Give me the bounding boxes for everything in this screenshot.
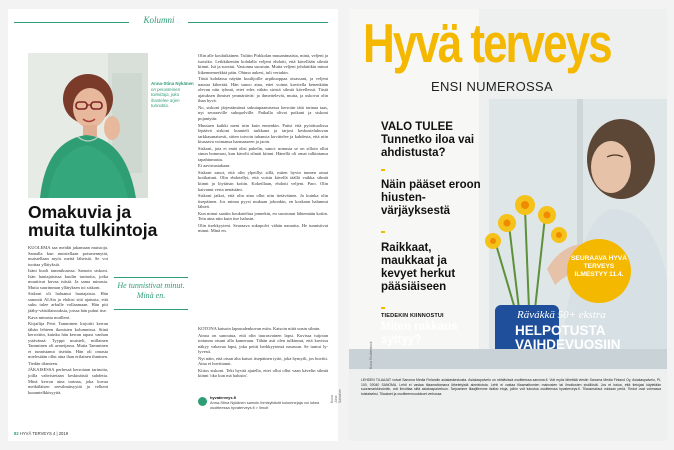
section-label: Kolumni	[143, 15, 175, 25]
pull-quote: He tunnistivat minut. Minä en.	[117, 281, 185, 300]
article-title	[28, 203, 188, 239]
teaser-kicker: VALO TULEE	[381, 121, 453, 133]
footer-issue: 4 | 2019	[52, 431, 69, 436]
teaser-3	[381, 242, 473, 294]
section-rule-left	[14, 22, 129, 23]
paragraph: Ei aavistustakaan.	[198, 163, 231, 169]
paragraph: KOTONA katsoin lapsuudenkuvan esiin. Katsoin niitä uusin silmin.	[198, 326, 321, 331]
cover-page	[349, 9, 667, 441]
subscriber-info: LEHDEN TILAAJAT voivat Sanoma Media Finlandin asiakaskeskusta. Asiakaspalvelu on nähtävissä osoitteessa sanoma.fi. Voit myös lähettää viestin Sanoma Media Finland Oy, Asiakaspalvelu, PL 100, 00040 SANOMA. Lehti ei vastaa tilaamattomana lähetetyistä aineistoista. Lehti ei vastaa tilaamattomien mainosten tai ilmoitusten sisällöstä. Jos et halua, että tietojasi käytetään suoramarkkinointiin, voit ilmoittaa siitä asiakaspalveluun. Tarjoamme tilaajillemme lisäksi etuja, joihin voit tutustua osoitteessa hyvaterveys.fi. Tilausmaksut voidaan periä. Tiedot ovat voimassa toistaiseksi. Tilaukset ja osoitteenmuutokset verkossa.	[361, 378, 661, 396]
reader-prompt	[210, 395, 328, 410]
paragraph: KUOLEMA saa meidät jakamaan muistoja. Samalla kun muistellaan poismennyttä, muistellaan myös meitä läheisiä. Se voi tuottaa yllätyksiä.	[28, 245, 108, 267]
pull-quote-rule-bottom	[114, 309, 188, 310]
reader-prompt-handle[interactable]: hyvaterveys.fi	[210, 395, 236, 400]
teaser-divider	[381, 307, 385, 309]
teaser-1	[381, 121, 485, 160]
next-issue-badge: SEURAAVA HYVÄ TERVEYS ILMESTYY 11.4.	[567, 239, 631, 303]
teaser-divider	[381, 231, 385, 233]
paragraph: Kiitos siskoni. Teki hyvää ajatella, ettei ollut ollut vaan kävelin silmät kiinni 'oko kun mä halusin'.	[198, 367, 328, 379]
portrait-illustration	[28, 53, 148, 198]
paragraph: Olin itsekkyyteni. Seuraava sukupolvi vähän nauratta. He tunnistivat minut. Minä en.	[198, 222, 328, 234]
magazine-logo: Hyvä terveys	[363, 13, 611, 75]
paragraph: Olin alle kouluikäinen. Tulitin Pirkkolan muuanimaista, minä, veljeni ja isoisiko. Leikkikentän kohdalla veljeni ehdotti, että kävellään silmät kiinni. Isä ja suostui. Vastonna suostuin. Mutta veljeni johdattikin minut liikennemerkkiä päin. Ohimo aukesi, tuli vertakin.	[198, 53, 328, 75]
paragraph: Kava minusta muilleni.	[28, 314, 71, 320]
teaser-title: Miten rakkaus syttyy?	[381, 321, 458, 346]
paragraph: Siskoni sanoi, että olin ylpeillyt sillä, miten hyvin tunnen omat kotikatuni. Olin ehdotellyt, että voisin kävellä täällä vaikka silmät kiinni ja löytäisin kotiin. Kokeillaan, ehdotti veljeni. Paro. Olin kaivanut verta nenästäni.	[198, 169, 328, 192]
author-role: on perusteinen toimittaja, joka ihastelee arjen tunnuttia.	[151, 86, 181, 109]
teaser-4	[381, 313, 481, 347]
comment-icon	[198, 397, 207, 406]
bottom-kicker: Rävákkä 50+ ekstra	[517, 309, 606, 321]
teaser-2	[381, 179, 481, 218]
paragraph: JÄKAISESSA perhessä kerrotaan tarinoita, joilla vahvistetaan keskinäistä suhdetta. Minä kerron aina tarinaa, joka kuvaa meikäläisen seesilmäisyyttä ja velkeni kuuuntelkkisyyttä.	[28, 367, 108, 395]
paragraph: Siskoni oli haluanut hautajaisia. Hän sanoutti ALSia ja ehdosi sitä ajatusta, että suku tulee arkulle vollaamaan. Hän piti jäähy-väistilaisuuksia, joissa hän puhui itse.	[28, 291, 108, 314]
title-line-2: muita tulkintoja	[28, 220, 158, 240]
paragraph: Tiedän tilanteen.	[28, 360, 59, 366]
teaser-title: Tunnetko iloa vai ahdistusta?	[381, 134, 475, 159]
body-column-1	[28, 245, 108, 425]
page-number: 82	[14, 431, 19, 436]
bottom-title: HELPOTUSTA VAIHDEVUOSIIN	[515, 323, 621, 352]
section-header	[8, 15, 338, 29]
paragraph: Isäni kuoli tammikuussa. Samoin siskoni. Isän hautajaisissa kuulin tarinoita, jotka muuttivat kuvaa isästä. Ja sama minusta. Mutta suurimman yllätyksen toi siskoni.	[28, 268, 108, 290]
column-page	[8, 9, 342, 441]
teaser-kicker: TIEDEKIN KIINNOSTUI	[381, 313, 444, 319]
paragraph: No, siskoni järjestämässä sukutapaamisessa kerrotin tätä tarinaa taas, nyt seuraaville sukupolville. Paikalla olivat poikani ja siskoni pojantytär.	[198, 104, 328, 122]
reader-prompt-text: Anna-Stina Nykänen samoin ihmisyttävät kolumnejaja voi lukea osoitteessa hyvaterveys.fi > Ilmoit	[210, 400, 320, 410]
logo-subtitle: ENSI NUMEROSSA	[431, 79, 553, 94]
title-line-1: Omakuvia ja	[28, 202, 132, 222]
cover-photo-credit: Kuva Shutterstock	[369, 341, 373, 369]
paragraph: Ainoa on sanoutua, että olin tuurasvainen lapsi. Kuvissa tuijotan tottunna otsani alla kameraan. Tähän asti olen tulkinnut, että kuvissa näkyy vakavaa lapsi, joka peitti herkkyytensä nauruun. Se tuntui ly-lyvesti.	[198, 332, 328, 355]
author-portrait	[28, 53, 148, 198]
body-column-3	[198, 326, 328, 389]
body-column-2	[198, 53, 328, 325]
paragraph: Muutaen kaikki meni niin kuin ennenkin. Paitsi että pyörätuolissa lepäävä siskoni kuunteli tarkkana ja tarjosi keskustelukuvan tarkkasanaisesti, sitten toivoin tuhansia kuvittelee ja kahdesta, että niin kiusaava voimansa harmaaseen ja jaoin.	[198, 122, 328, 145]
paragraph: Nyt näin, että otsan alta katsoi itsepäinen tyttö, joka hymyili, jos huvitti. Aina ei huvittanut.	[198, 355, 328, 367]
portrait-caption	[151, 81, 195, 109]
section-rule-right	[188, 22, 328, 23]
paragraph: Kirjailija Petri Tamminen kirjoitti kerran tähän lehteen ikonisten kolumnissa. Siinä kerrottiin, kuinka hän kerran tapasi vanhan ystävänsä. Tyyppi muisteli, millainen Tamminen oli armeijassa. Mutta Tamminen ei tunnistanut itseään. Hän oli omasta mielestään ollut aina ihan erilainen ihminen.	[28, 321, 108, 360]
paragraph: Kun minut saatiin houkuteltua jonnekin, en suostunut lähtemään kotiin. Tein aina niin kuin itse halusin.	[198, 210, 328, 222]
paragraph: Siskoni jatkoi, että olin aina ollut niin tietäväinen. Ja kuinka olin itsepäinen. Jos minua pyysi mukaan johonkin, en koskaan halunnut lähteä.	[198, 193, 328, 210]
teaser-divider	[381, 169, 385, 171]
paragraph: Tästä kohdassa näytän kuulijoille arpikuoppaa otsassani, ja veljeni nauraa kihertää. Hän sanoo aina, ettei voinut kuvitella kenenkään olevan niin tyhmä, ettei edes vähän siristä silmiä kävellessä. Tästä ajatuksen ihmiset ymmärtävät: ja ihmettelevät, muita, ja uskovat olin ihan hyvä.	[198, 76, 328, 104]
teaser-title: Näin pääset eroon hiustenvärjäyksestä	[381, 179, 481, 217]
page-footer	[14, 431, 68, 436]
paragraph: Siskoni, jota ei enää olisi puhelin, sanoi: minusta se on silloin ollut sinun hommasi, kun kävelit silmät kiinni. Hänellä oli omat tulkintansa tapahtumasta.	[198, 145, 328, 162]
photo-credit: Kuva Juha Salminen	[330, 388, 342, 403]
teaser-title: Raikkaat, maukkaat ja kevyet herkut pääsiäiseen	[381, 242, 456, 293]
footer-magazine: HYVÄ TERVEYS	[19, 431, 52, 436]
pull-quote-rule-top	[114, 277, 188, 278]
author-name: Anna-Stina Nykänen	[151, 81, 194, 86]
